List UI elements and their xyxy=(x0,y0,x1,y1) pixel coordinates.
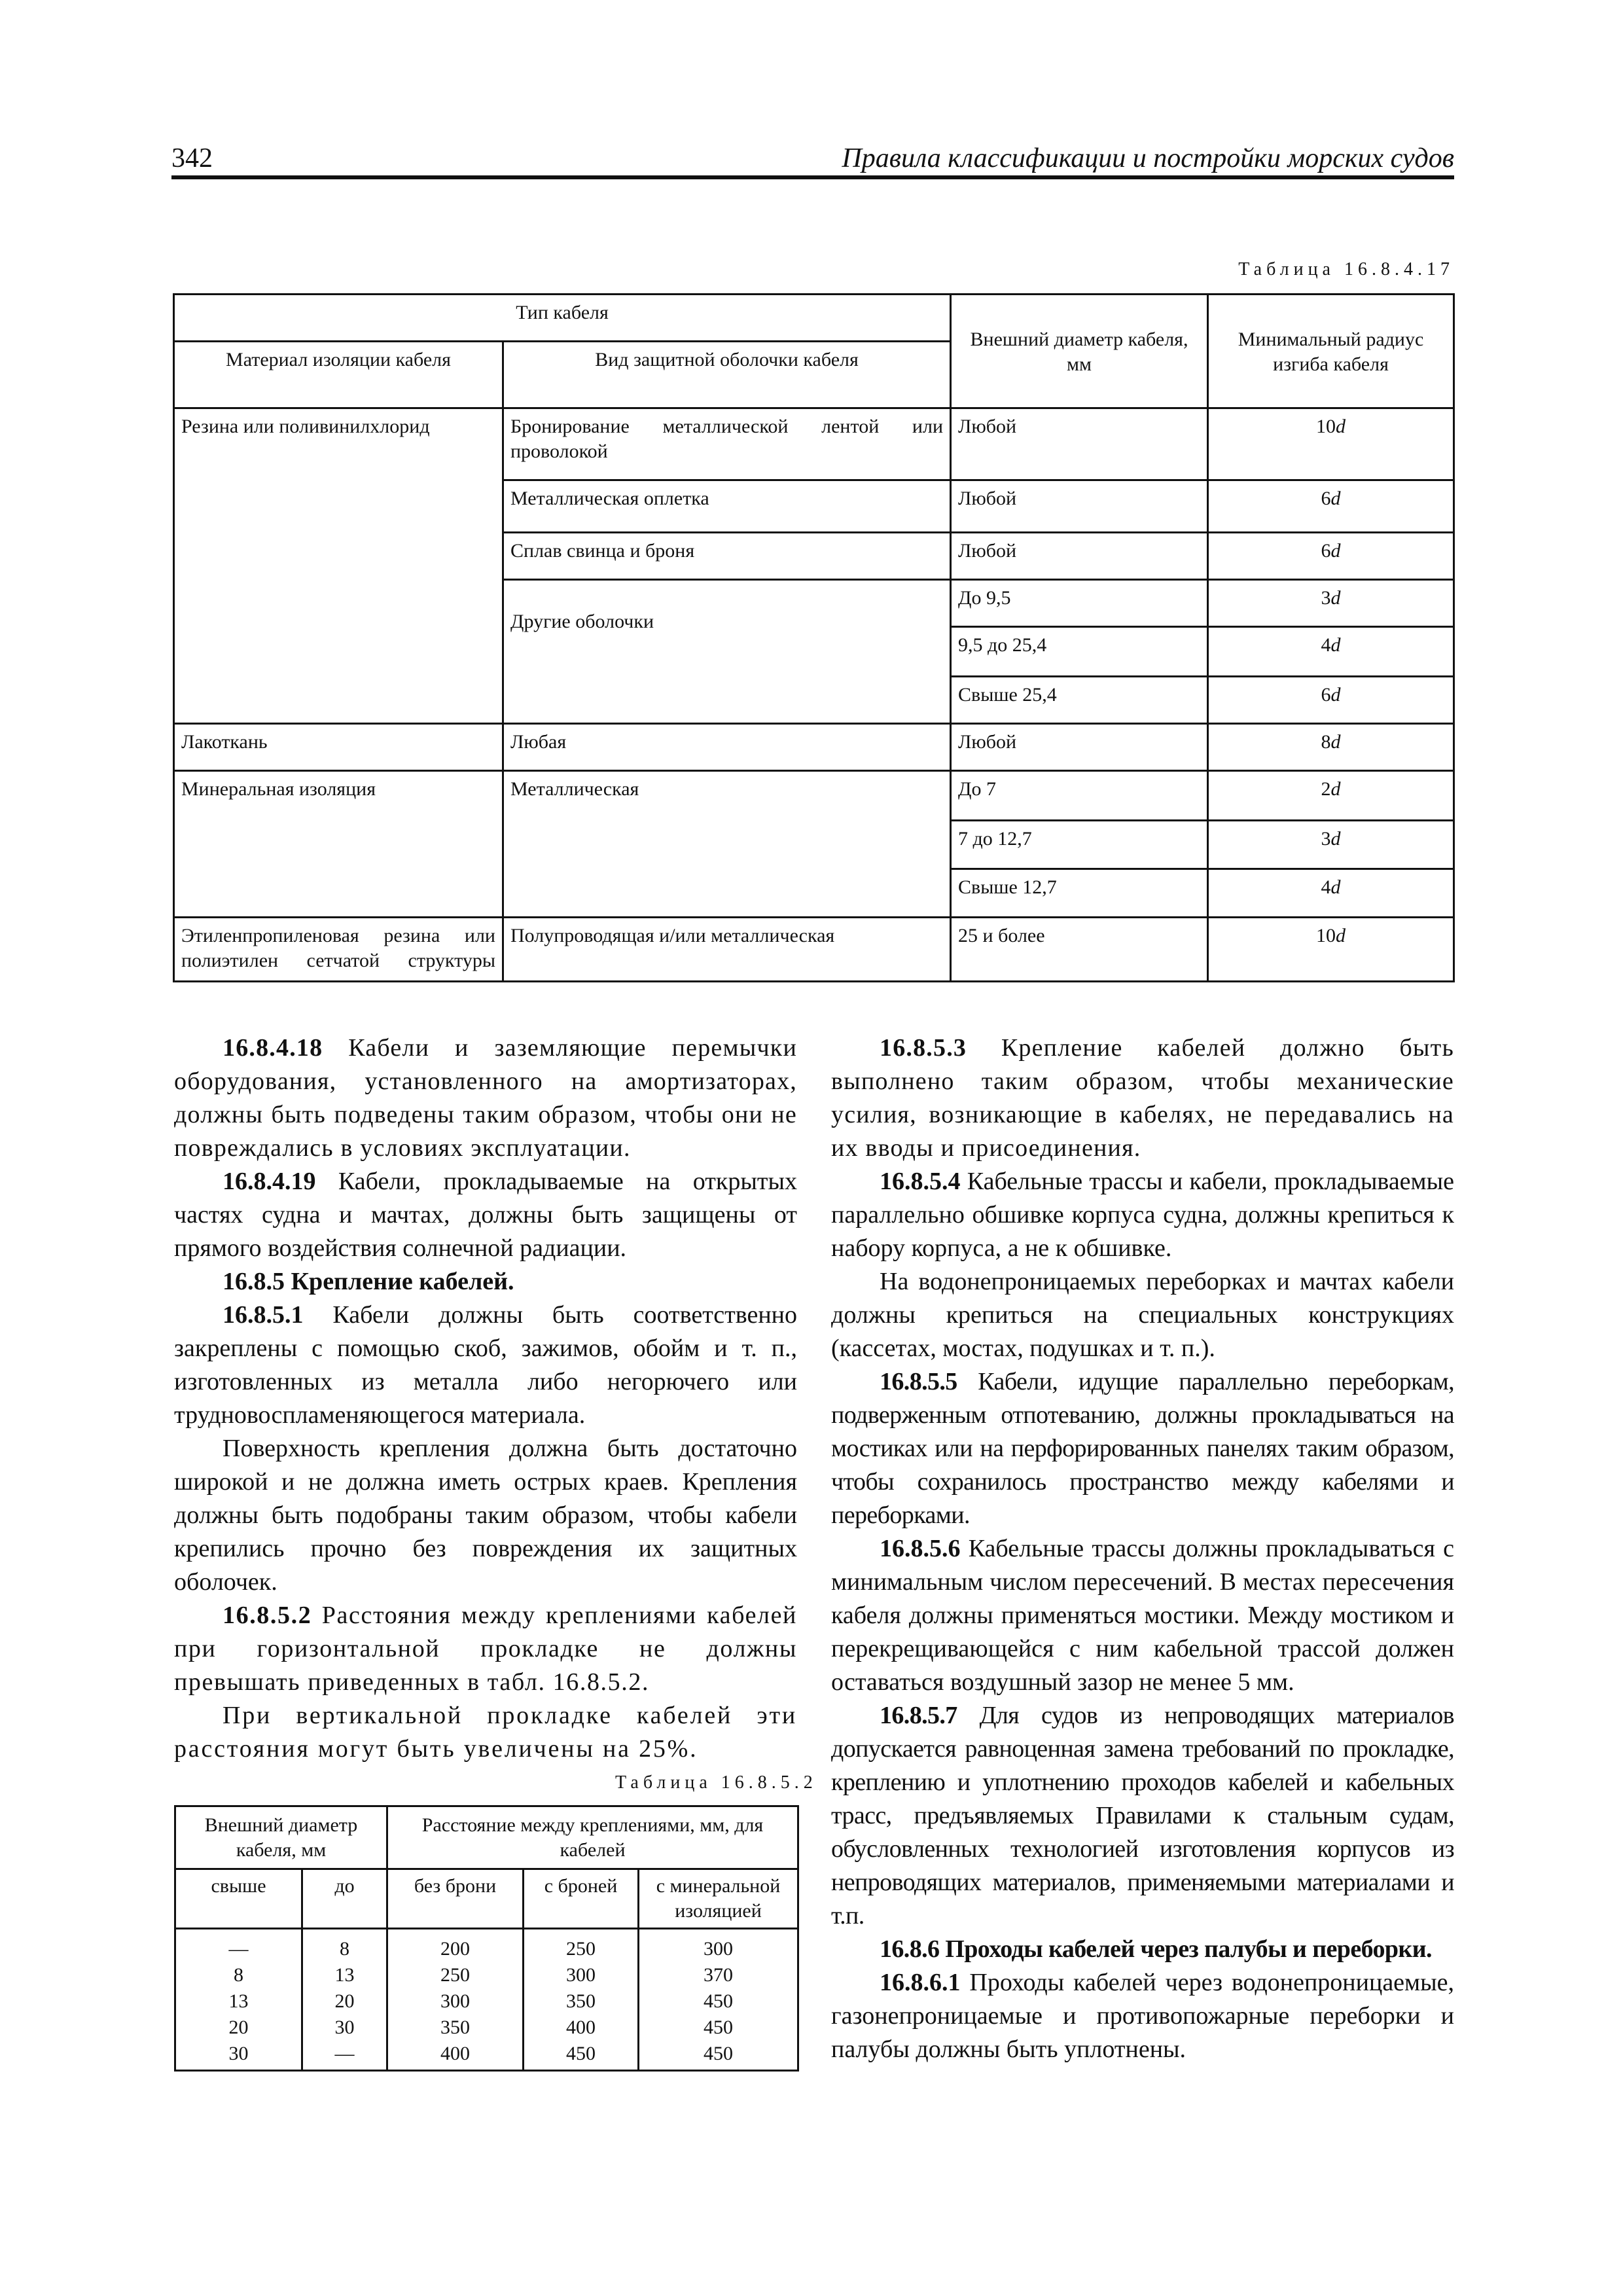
paragraph-16-8-5-6: 16.8.5.6 Кабельные трассы должны прокладываться с минимальным числом пересечений. В местах пересечения кабеля должны применяться мостики. Между мостиком и перекрещивающейся с ним кабельной трассой должен оставаться воздушный зазор не менее 5 мм. xyxy=(831,1535,1454,1696)
table1-caption: Таблица 16.8.4.17 xyxy=(1238,259,1454,279)
cell-radius: 6d xyxy=(1208,480,1454,533)
list-item: 8 xyxy=(340,1938,349,1960)
paragraph-vertical: При вертикальной прокладке кабелей эти расстояния могут быть увеличены на 25%. xyxy=(174,1702,797,1763)
cell-diameter: Любой xyxy=(951,533,1208,580)
column-unarmored xyxy=(387,1929,524,2071)
header-diameter: Внешний диаметр кабеля, мм xyxy=(951,295,1208,408)
table2-caption: Таблица 16.8.5.2 xyxy=(615,1772,817,1793)
list-item: 370 xyxy=(704,1964,734,1986)
paragraph-16-8-4-19: 16.8.4.19 Кабели, прокладываемые на открытых частях судна и мачтах, должны быть защищены от прямого воздействия солнечной радиации. xyxy=(174,1168,797,1262)
header-sheath: Вид защитной оболочки кабеля xyxy=(503,342,951,408)
cell-diameter: Свыше 25,4 xyxy=(951,677,1208,724)
header-distance: Расстояние между креплениями, мм, для кабелей xyxy=(387,1806,798,1869)
cell-diameter: 7 до 12,7 xyxy=(951,821,1208,869)
header-to: до xyxy=(302,1869,387,1929)
cell-diameter: Любой xyxy=(951,408,1208,480)
table-row xyxy=(174,918,1454,982)
page-number: 342 xyxy=(171,143,213,173)
list-item: 250 xyxy=(440,1964,471,1986)
cell-radius: 6d xyxy=(1208,533,1454,580)
cell-sheath: Другие оболочки xyxy=(503,580,951,724)
table-data-block xyxy=(175,1929,798,2071)
right-column xyxy=(831,1031,1454,2066)
cell-sheath: Любая xyxy=(503,724,951,771)
cell-radius: 10d xyxy=(1208,408,1454,480)
paragraph-16-8-6-1: 16.8.6.1 Проходы кабелей через водонепроницаемые, газонепроницаемые и противопожарные переборки и палубы должны быть уплотнены. xyxy=(831,1969,1454,2063)
list-item: 20 xyxy=(334,1990,355,2012)
table-row xyxy=(174,771,1454,821)
section-heading-16-8-5: 16.8.5 Крепление кабелей. xyxy=(223,1268,514,1295)
cell-radius: 8d xyxy=(1208,724,1454,771)
list-item: 8 xyxy=(234,1964,243,1986)
list-item: — xyxy=(334,2043,355,2064)
header-insulation: Материал изоляции кабеля xyxy=(174,342,503,408)
left-column xyxy=(174,1031,797,1766)
paragraph-16-8-5-1: 16.8.5.1 Кабели должны быть соответственно закреплены с помощью скоб, зажимов, обойм и т. п., изготовленных из металла либо негорючего или трудновоспламеняющегося материала. xyxy=(174,1301,797,1429)
paragraph-16-8-5-2: 16.8.5.2 Расстояния между креплениями кабелей при горизонтальной прокладке не должны превышать приведенных в табл. 16.8.5.2. xyxy=(174,1602,797,1696)
cell-diameter: Свыше 12,7 xyxy=(951,869,1208,918)
header-unarmored: без брони xyxy=(387,1869,524,1929)
cell-radius: 3d xyxy=(1208,580,1454,627)
cell-radius: 6d xyxy=(1208,677,1454,724)
column-to xyxy=(302,1929,387,2071)
paragraph-16-8-5-5: 16.8.5.5 Кабели, идущие параллельно переборкам, подверженным отпотеванию, должны прокладываться на мостиках или на перфорированных панелях таким образом, чтобы сохранилось пространство между кабелями и переборками. xyxy=(831,1368,1454,1529)
list-item: 450 xyxy=(566,2043,596,2064)
list-item: 13 xyxy=(334,1964,355,1986)
cell-diameter: 25 и более xyxy=(951,918,1208,982)
list-item: 200 xyxy=(440,1938,471,1960)
running-title: Правила классификации и постройки морских судов xyxy=(842,143,1454,173)
cell-radius: 4d xyxy=(1208,869,1454,918)
list-item: 300 xyxy=(704,1938,734,1960)
list-item: 30 xyxy=(334,2017,355,2038)
cell-diameter: До 7 xyxy=(951,771,1208,821)
list-item: 450 xyxy=(704,2043,734,2064)
cell-radius: 10d xyxy=(1208,918,1454,982)
list-item: 400 xyxy=(440,2043,471,2064)
header-armored: с броней xyxy=(524,1869,639,1929)
table-bend-radius xyxy=(173,293,1455,982)
header-from: свыше xyxy=(175,1869,302,1929)
list-item: 13 xyxy=(228,1990,249,2012)
cell-radius: 4d xyxy=(1208,627,1454,677)
cell-insulation: Лакоткань xyxy=(174,724,503,771)
header-bend-radius: Минимальный радиус изгиба кабеля xyxy=(1208,295,1454,408)
list-item: 300 xyxy=(566,1964,596,1986)
table-row xyxy=(174,724,1454,771)
paragraph-16-8-5-4: 16.8.5.4 Кабельные трассы и кабели, прокладываемые параллельно обшивке корпуса судна, должны крепиться к набору корпуса, а не к обшивке. xyxy=(831,1168,1454,1262)
cell-diameter: 9,5 до 25,4 xyxy=(951,627,1208,677)
list-item: 250 xyxy=(566,1938,596,1960)
cell-radius: 2d xyxy=(1208,771,1454,821)
cell-sheath: Бронирование металлической лентой или проволокой xyxy=(503,408,951,480)
cell-sheath: Металлическая оплетка xyxy=(503,480,951,533)
cell-sheath: Полупроводящая и/или металлическая xyxy=(503,918,951,982)
table-row xyxy=(174,408,1454,480)
column-from xyxy=(175,1929,302,2071)
list-item: 300 xyxy=(440,1990,471,2012)
list-item: 20 xyxy=(228,2017,249,2038)
list-item: 450 xyxy=(704,2017,734,2038)
list-item: 400 xyxy=(566,2017,596,2038)
table-fastening-distances xyxy=(174,1805,799,2072)
paragraph-bulkheads: На водонепроницаемых переборках и мачтах кабели должны крепиться на специальных конструкциях (кассетах, мостах, подушках и т. п.). xyxy=(831,1268,1454,1362)
cell-diameter: Любой xyxy=(951,724,1208,771)
cell-insulation: Резина или поливинилхлорид xyxy=(174,408,503,724)
header-cable-type: Тип кабеля xyxy=(174,295,951,342)
cell-insulation: Минеральная изоляция xyxy=(174,771,503,918)
cell-insulation: Этиленпропиленовая резина или полиэтилен сетчатой структуры xyxy=(174,918,503,982)
list-item: — xyxy=(228,1938,249,1960)
list-item: 350 xyxy=(566,1990,596,2012)
column-armored xyxy=(524,1929,639,2071)
list-item: 30 xyxy=(228,2043,249,2064)
cell-radius: 3d xyxy=(1208,821,1454,869)
header-rule xyxy=(171,175,1454,179)
cell-diameter: До 9,5 xyxy=(951,580,1208,627)
list-item: 450 xyxy=(704,1990,734,2012)
paragraph-16-8-5-7: 16.8.5.7 Для судов из непроводящих материалов допускается равноценная замена требований по прокладке, креплению и уплотнению проходов кабелей и кабельных трасс, предъявляемых Правилами к стальным судам, обусловленных технологией изготовления корпусов из непроводящих материалов, применяемыми материалами и т.п. xyxy=(831,1702,1454,1929)
header-mineral: с минеральной изоляцией xyxy=(639,1869,798,1929)
section-heading-16-8-6: 16.8.6 Проходы кабелей через палубы и переборки. xyxy=(880,1935,1432,1963)
column-mineral xyxy=(639,1929,798,2071)
list-item: 350 xyxy=(440,2017,471,2038)
paragraph-16-8-4-18: 16.8.4.18 Кабели и заземляющие перемычки оборудования, установленного на амортизаторах, должны быть подведены таким образом, чтобы они не повреждались в условиях эксплуатации. xyxy=(174,1034,797,1162)
header-outer-diameter: Внешний диаметр кабеля, мм xyxy=(175,1806,387,1869)
paragraph-16-8-5-3: 16.8.5.3 Крепление кабелей должно быть выполнено таким образом, чтобы механические усилия, возникающие в кабелях, не передавались на их вводы и присоединения. xyxy=(831,1034,1454,1162)
cell-diameter: Любой xyxy=(951,480,1208,533)
paragraph-surface: Поверхность крепления должна быть достаточно широкой и не должна иметь острых краев. Крепления должны быть подобраны таким образом, чтобы кабели крепились прочно без повреждения их защитных оболочек. xyxy=(174,1435,797,1596)
cell-sheath: Сплав свинца и броня xyxy=(503,533,951,580)
cell-sheath: Металлическая xyxy=(503,771,951,918)
